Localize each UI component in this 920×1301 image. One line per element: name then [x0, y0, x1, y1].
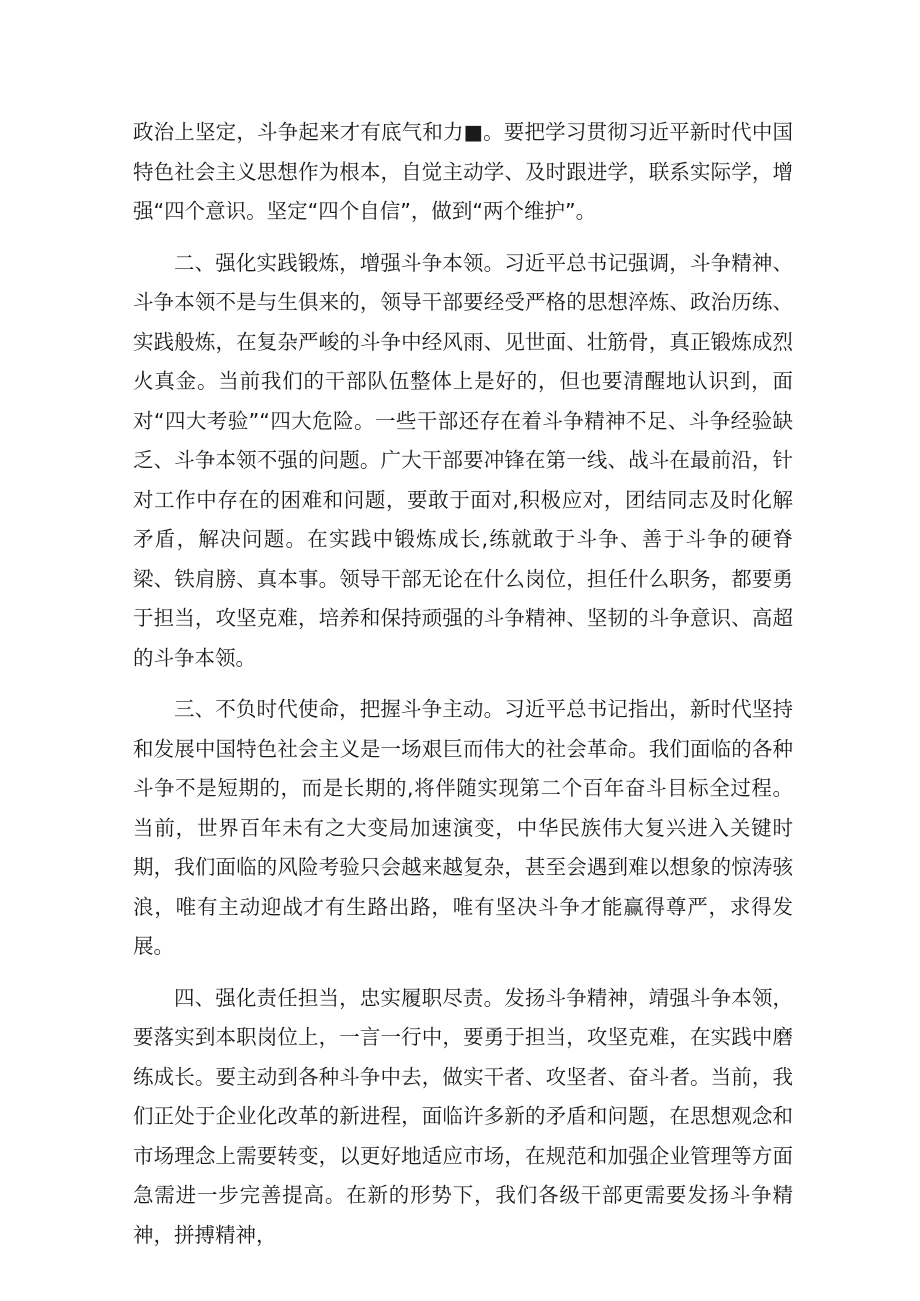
paragraph-section-three: 三、不负时代使命，把握斗争主动。习近平总书记指出，新时代坚持和发展中国特色社会主义是一场艰巨而伟大的社会革命。我们面临的各种斗争不是短期的，而是长期的,将伴随实现第二个百年奋斗目标全过程。当前，世界百年未有之大变局加速演变，中华民族伟大复兴进入关键时期，我们面临的风险考验只会越来越复杂，甚至会遇到难以想象的惊涛骇浪，唯有主动迎战才有生路出路，唯有坚决斗争才能赢得尊严，求得发展。	[133, 697, 793, 958]
paragraph-section-four: 四、强化责任担当，忠实履职尽责。发扬斗争精神，靖强斗争本领，要落实到本职岗位上，一言一行中，要勇于担当，攻坚克难，在实践中磨练成长。要主动到各种斗争中去，做实干者、攻坚者、奋斗者。当前，我们正处于企业化改革的新进程，面临许多新的矛盾和问题，在思想观念和市场理念上需要转变，以更好地适应市场，在规范和加强企业管理等方面急需进一步完善提高。在新的形势下，我们各级干部更需要发扬斗争精神，拼搏精神，	[133, 985, 793, 1247]
document-body	[133, 113, 793, 1267]
paragraph-intro-continuation: 政治上坚定，斗争起来才有底气和力■。要把学习贯彻习近平新时代中国特色社会主义思想作为根本，自觉主动学、及时跟进学，联系实际学，增强“四个意识。坚定“四个自信”，做到“两个维护”。	[133, 120, 793, 223]
paragraph-section-two: 二、强化实践锻炼，增强斗争本领。习近平总书记强调，斗争精神、斗争本领不是与生俱来的，领导干部要经受严格的思想淬炼、政治历练、实践般炼，在复杂严峻的斗争中经风雨、见世面、壮筋骨，真正锻炼成烈火真金。当前我们的干部队伍整体上是好的，但也要清醒地认识到，面对“四大考验”“四大危险。一些干部还存在着斗争精神不足、斗争经验缺乏、斗争本领不强的问题。广大干部要冲锋在第一线、战斗在最前沿，针对工作中存在的困难和问题，要敢于面对,积极应对，团结同志及时化解矛盾，解决问题。在实践中锻炼成长,练就敢于斗争、善于斗争的硬脊梁、铁肩膀、真本事。领导干部无论在什么岗位，担任什么职务，都要勇于担当，攻坚克难，培养和保持顽强的斗争精神、坚韧的斗争意识、高超的斗争本领。	[133, 250, 793, 670]
